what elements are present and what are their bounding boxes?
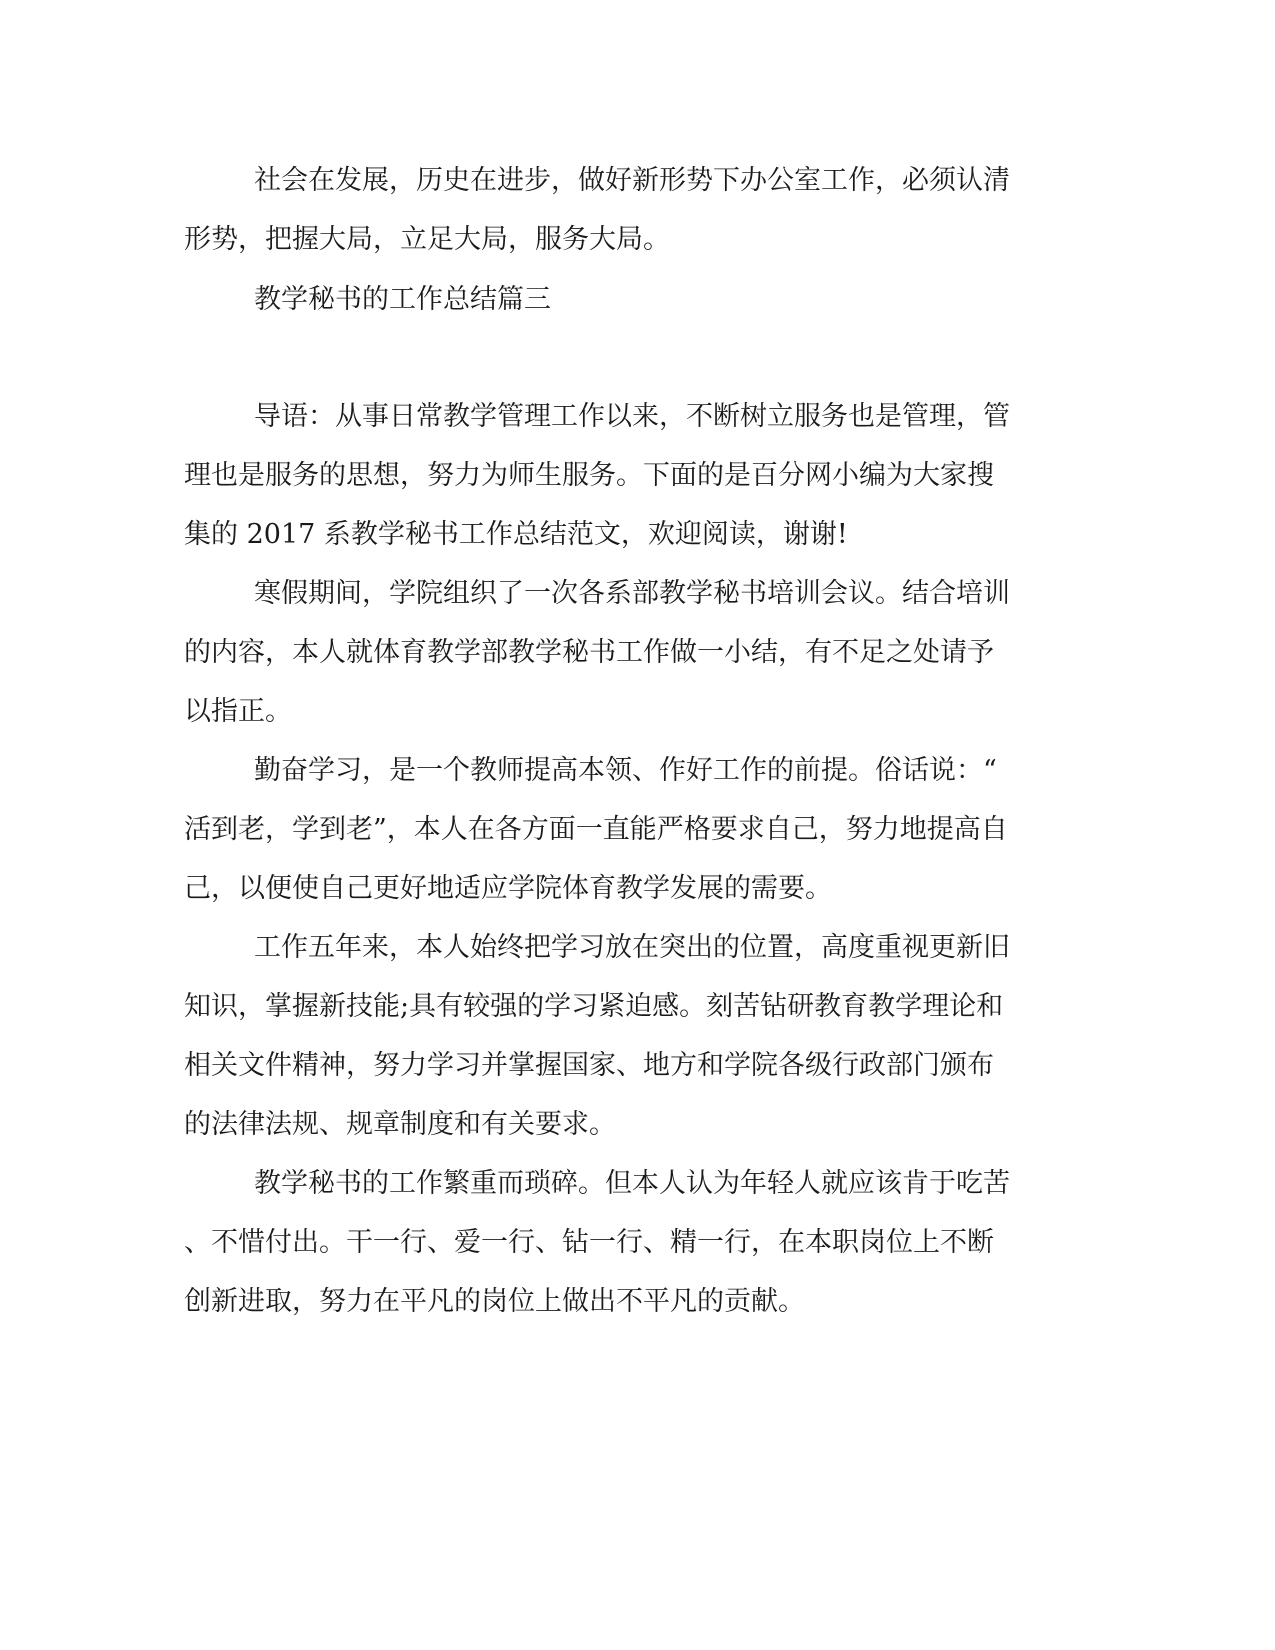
paragraph-line: 寒假期间，学院组织了一次各系部教学秘书培训会议。结合培训 [254, 578, 1010, 609]
paragraph-line: 导语：从事日常教学管理工作以来，不断树立服务也是管理，管 [254, 401, 1010, 432]
paragraph-line: 工作五年来，本人始终把学习放在突出的位置，高度重视更新旧 [254, 932, 1010, 963]
paragraph-line: 相关文件精神，努力学习并掌握国家、地方和学院各级行政部门颁布 [184, 1050, 994, 1081]
paragraph-line: 以指正。 [184, 696, 292, 727]
paragraph-line: 创新进取，努力在平凡的岗位上做出不平凡的贡献。 [184, 1286, 805, 1317]
section-heading: 教学秘书的工作总结篇三 [254, 284, 551, 315]
paragraph-line: 社会在发展，历史在进步，做好新形势下办公室工作，必须认清 [254, 165, 1010, 196]
paragraph-line: 集的 2017 系教学秘书工作总结范文，欢迎阅读，谢谢! [184, 519, 848, 550]
paragraph-line: 教学秘书的工作繁重而琐碎。但本人认为年轻人就应该肯于吃苦 [254, 1168, 1010, 1199]
paragraph-line: 活到老，学到老”，本人在各方面一直能严格要求自己，努力地提高自 [184, 814, 1008, 845]
paragraph-line: 的法律法规、规章制度和有关要求。 [184, 1109, 616, 1140]
paragraph-line: 理也是服务的思想，努力为师生服务。下面的是百分网小编为大家搜 [184, 460, 994, 491]
paragraph-line: 的内容，本人就体育教学部教学秘书工作做一小结，有不足之处请予 [184, 637, 994, 668]
paragraph-line: 、不惜付出。干一行、爱一行、钻一行、精一行，在本职岗位上不断 [184, 1227, 994, 1258]
paragraph-line: 知识，掌握新技能;具有较强的学习紧迫感。刻苦钻研教育教学理论和 [184, 991, 1004, 1022]
paragraph-line: 勤奋学习，是一个教师提高本领、作好工作的前提。俗话说：“ [254, 755, 997, 786]
paragraph-line: 形势，把握大局，立足大局，服务大局。 [184, 224, 670, 255]
paragraph-line: 己，以便使自己更好地适应学院体育教学发展的需要。 [184, 873, 832, 904]
